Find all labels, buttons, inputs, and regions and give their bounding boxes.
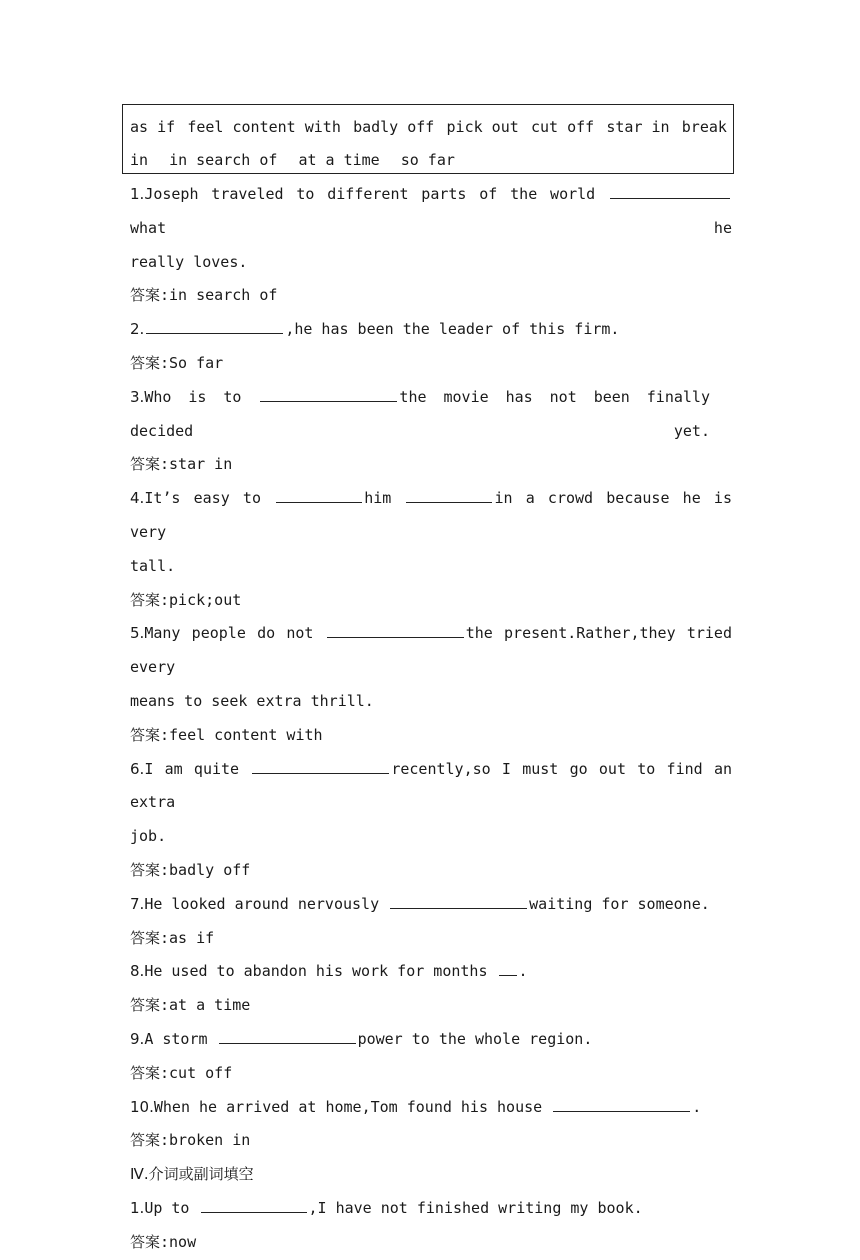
question-8: 8.He used to abandon his work for months . [130, 962, 528, 981]
section-heading: Ⅳ.介词或副词填空 [130, 1165, 254, 1184]
answer-blank [260, 386, 397, 402]
answer-7: 答案:as if [130, 928, 215, 947]
question-1-continued: really loves. [130, 252, 248, 271]
question-6: 6.I am quite recently,so I must go out to find an extra [130, 759, 732, 812]
question-2: 2. ,he has been the leader of this firm. [130, 320, 620, 339]
word-bank-phrase: so far [400, 151, 455, 169]
question-6-continued: job. [130, 827, 167, 846]
word-bank-line-1 [130, 111, 727, 144]
answer-blank [553, 1096, 690, 1112]
exercise-list [130, 178, 732, 1260]
section-answer-1: 答案:now [130, 1232, 197, 1251]
question-3: 3.Who is to the movie has not been finally decided yet. [130, 387, 710, 440]
word-bank-phrase: star in [606, 118, 670, 136]
answer-blank [610, 183, 730, 199]
question-5: 5.Many people do not the present.Rather,they tried every [130, 624, 732, 677]
answer-blank [146, 318, 283, 334]
answer-3: 答案:star in [130, 455, 233, 474]
word-bank-phrase: in search of [169, 151, 278, 169]
question-7: 7.He looked around nervously waiting for someone. [130, 894, 710, 913]
answer-blank [499, 960, 517, 976]
question-5-continued: means to seek extra thrill. [130, 691, 374, 710]
word-bank-phrase: at a time [298, 151, 380, 169]
answer-blank [390, 893, 527, 909]
question-10: 10.When he arrived at home,Tom found his house . [130, 1097, 702, 1116]
answer-5: 答案:feel content with [130, 725, 323, 744]
section-question-1: 1.Up to ,I have not finished writing my book. [130, 1198, 643, 1217]
answer-blank [219, 1028, 356, 1044]
word-bank-phrase: as if [130, 118, 176, 136]
answer-9: 答案:cut off [130, 1063, 233, 1082]
answer-10: 答案:broken in [130, 1131, 251, 1150]
answer-6: 答案:badly off [130, 860, 251, 879]
answer-2: 答案:So far [130, 353, 224, 372]
word-bank-line-2 [130, 144, 727, 177]
answer-blank [252, 758, 389, 774]
answer-blank [406, 487, 492, 503]
word-bank-phrase: badly off [353, 118, 435, 136]
word-bank-phrase: in [130, 151, 149, 169]
word-bank-phrase: break [681, 118, 727, 136]
answer-4: 答案:pick;out [130, 590, 242, 609]
question-4-continued: tall. [130, 556, 176, 575]
word-bank-box [122, 104, 734, 174]
answer-blank [276, 487, 362, 503]
question-9: 9.A storm power to the whole region. [130, 1029, 593, 1048]
question-4: 4.It’s easy to him in a crowd because he is very [130, 489, 732, 541]
word-bank-phrase: cut off [530, 118, 595, 136]
answer-blank [327, 622, 464, 638]
word-bank-phrase: feel content with [187, 118, 341, 136]
question-1: 1.Joseph traveled to different parts of the world what he [130, 185, 732, 237]
word-bank-phrase: pick out [446, 118, 519, 136]
answer-8: 答案:at a time [130, 996, 251, 1015]
answer-blank [201, 1197, 307, 1213]
answer-1: 答案:in search of [130, 286, 278, 305]
